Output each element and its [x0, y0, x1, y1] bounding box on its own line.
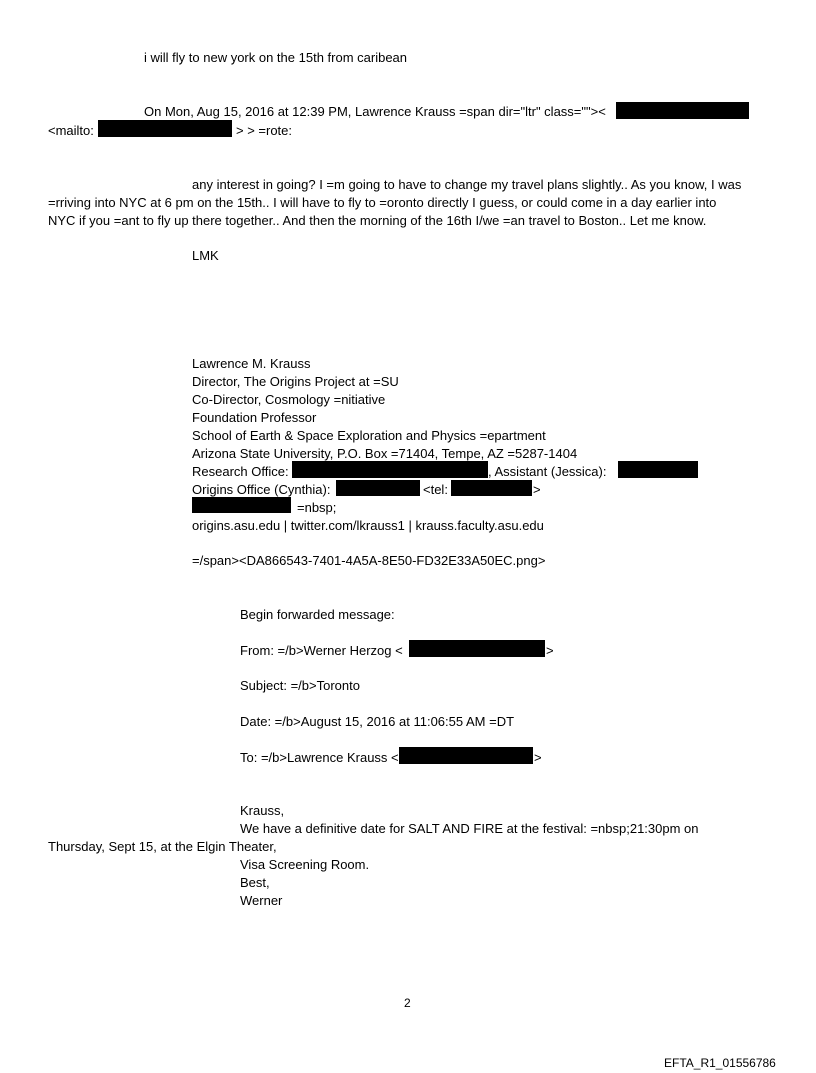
from-line: From: =/b>Werner Herzog <	[240, 643, 403, 658]
nbsp-text: =nbsp;	[297, 500, 337, 515]
tel-prefix: <tel:	[423, 482, 448, 497]
subject-line: Subject: =/b>Toronto	[240, 678, 360, 693]
redaction-box	[399, 747, 533, 764]
body-line: Krauss,	[240, 803, 285, 818]
message-paragraph-line: NYC if you =ant to fly up there together.. And then the morning of the 16th I/we =an travel to Boston.. Let me know.	[48, 213, 707, 228]
redaction-box	[336, 480, 420, 496]
redaction-box	[292, 461, 488, 478]
redaction-box	[98, 120, 232, 137]
redaction-box	[618, 461, 698, 478]
signature-line: Arizona State University, P.O. Box =71404, Tempe, AZ =5287-1404	[192, 446, 578, 461]
body-line: Thursday, Sept 15, at the Elgin Theater,	[48, 839, 277, 854]
signature-line: Director, The Origins Project at =SU	[192, 374, 399, 389]
signature-line: School of Earth & Space Exploration and Physics =epartment	[192, 428, 546, 443]
message-paragraph-line: any interest in going? I =m going to have to change my travel plans slightly.. As you know, I was	[192, 177, 742, 192]
signature-line: Co-Director, Cosmology =nitiative	[192, 392, 386, 407]
quote-header: On Mon, Aug 15, 2016 at 12:39 PM, Lawrence Krauss =span dir="ltr" class=""><	[144, 104, 606, 119]
reply-line: i will fly to new york on the 15th from caribean	[144, 50, 408, 65]
signature-line: Foundation Professor	[192, 410, 317, 425]
body-line: Visa Screening Room.	[240, 857, 370, 872]
forwarded-heading: Begin forwarded message:	[240, 607, 395, 622]
redaction-box	[409, 640, 545, 657]
to-line: To: =/b>Lawrence Krauss <	[240, 750, 399, 765]
image-reference: =/span><DA866543-7401-4A5A-8E50-FD32E33A50EC.png>	[192, 553, 546, 568]
document-id: EFTA_R1_01556786	[664, 1056, 776, 1070]
assistant-label: , Assistant (Jessica):	[488, 464, 607, 479]
tel-suffix: >	[533, 482, 541, 497]
mailto-suffix: > > =rote:	[236, 123, 293, 138]
lmk-line: LMK	[192, 248, 219, 263]
body-line: We have a definitive date for SALT AND FIRE at the festival: =nbsp;21:30pm on	[240, 821, 699, 836]
research-office-label: Research Office:	[192, 464, 289, 479]
page-number: 2	[404, 996, 411, 1010]
redaction-box	[192, 497, 291, 513]
mailto-prefix: <mailto:	[48, 123, 94, 138]
date-line: Date: =/b>August 15, 2016 at 11:06:55 AM =DT	[240, 714, 515, 729]
body-line: Werner	[240, 893, 283, 908]
signature-name: Lawrence M. Krauss	[192, 356, 311, 371]
signature-links: origins.asu.edu | twitter.com/lkrauss1 | krauss.faculty.asu.edu	[192, 518, 544, 533]
origins-office-label: Origins Office (Cynthia):	[192, 482, 331, 497]
redaction-box	[616, 102, 749, 119]
to-end: >	[534, 750, 542, 765]
from-end: >	[546, 643, 554, 658]
body-line: Best,	[240, 875, 270, 890]
message-paragraph-line: =rriving into NYC at 6 pm on the 15th.. I will have to fly to =oronto directly I guess, or could come in a day earlier into	[48, 195, 717, 210]
redaction-box	[451, 480, 532, 496]
